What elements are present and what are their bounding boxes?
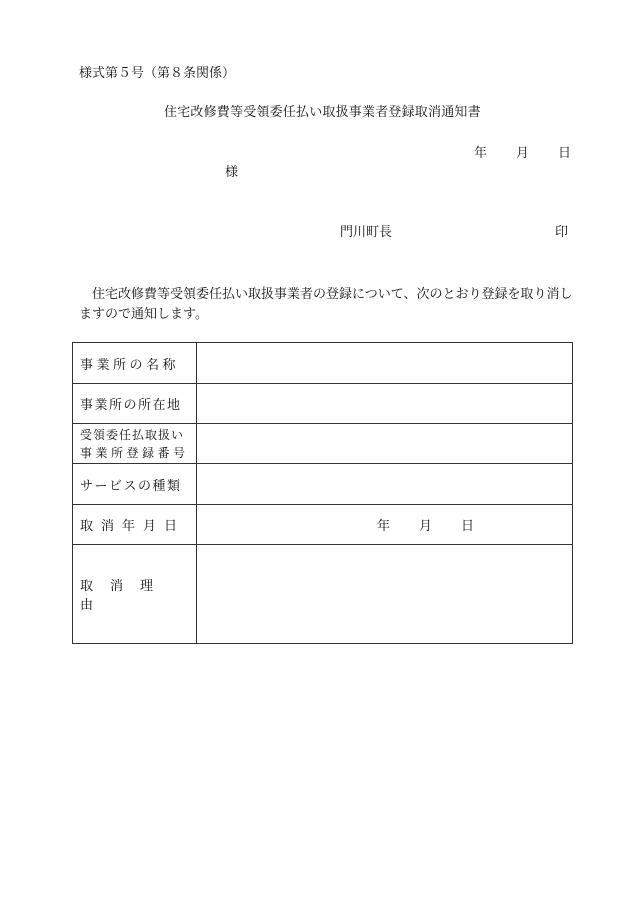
label-registration-number: 受領委任払取扱い 事業所登録番号 (73, 424, 197, 464)
label-service-type: サービスの種類 (73, 464, 197, 505)
value-service-type[interactable] (197, 464, 573, 505)
value-registration-number[interactable] (197, 424, 573, 464)
cancellation-year: 年 (377, 519, 391, 534)
label-business-address: 事業所の所在地 (73, 384, 197, 424)
table-row (73, 505, 573, 545)
table-row (73, 545, 573, 644)
label-cancellation-reason: 取消理由 (73, 545, 197, 644)
table-row (73, 464, 573, 505)
issuer-name: 門川町長 (340, 225, 393, 240)
table-row (73, 343, 573, 384)
registration-info-table (72, 342, 573, 644)
value-cancellation-reason[interactable] (197, 545, 573, 644)
seal-mark: 印 (555, 225, 569, 240)
cancellation-day: 日 (461, 519, 475, 534)
table-row (73, 384, 573, 424)
value-business-address[interactable] (197, 384, 573, 424)
value-cancellation-date[interactable] (197, 505, 573, 545)
notice-paragraph: 住宅改修費等受領委任払い取扱事業者の登録について、次のとおり登録を取り消しますので通知します。 (79, 287, 573, 322)
cancellation-month: 月 (419, 519, 433, 534)
addressee-suffix: 様 (225, 165, 239, 180)
issue-date-year: 年 (474, 146, 488, 161)
document-title: 住宅改修費等受領委任払い取扱事業者登録取消通知書 (164, 105, 481, 120)
table-row (73, 424, 573, 464)
value-business-name[interactable] (197, 343, 573, 384)
label-cancellation-date: 取消年月日 (73, 505, 197, 545)
issue-date-month: 月 (516, 146, 530, 161)
label-business-name: 事業所の名称 (73, 343, 197, 384)
form-number: 様式第５号（第８条関係） (79, 66, 236, 81)
issue-date (474, 146, 571, 162)
issue-date-day: 日 (558, 146, 572, 161)
